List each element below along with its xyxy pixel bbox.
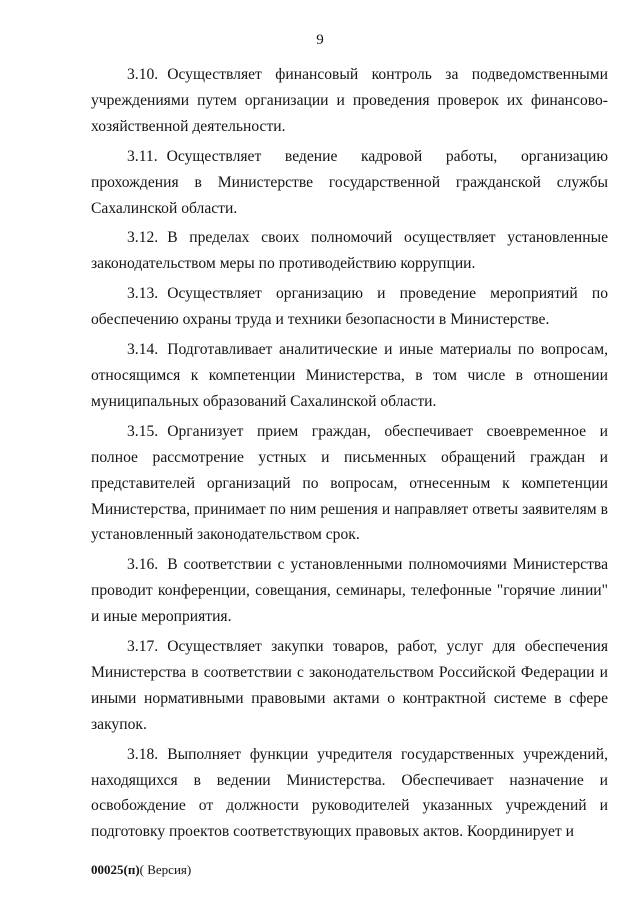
paragraph-text: Осуществляет ведение кадровой работы, организацию прохождения в Министерстве государственной гражданской службы Сахалинской области. <box>91 147 608 217</box>
document-code: 00025(п) <box>91 862 140 877</box>
paragraph-3-18 <box>91 742 608 846</box>
paragraph-number: 3.12. <box>127 229 159 247</box>
paragraph-3-17 <box>91 634 608 738</box>
paragraph-number: 3.18. <box>127 745 159 763</box>
document-body <box>91 62 608 849</box>
paragraph-number: 3.17. <box>127 638 159 656</box>
paragraph-number: 3.11. <box>127 147 158 165</box>
paragraph-text: В пределах своих полномочий осуществляет установленные законодательством меры по противодействию коррупции. <box>91 229 608 273</box>
paragraph-number: 3.14. <box>127 341 159 359</box>
paragraph-3-10 <box>91 62 608 140</box>
paragraph-number: 3.15. <box>127 422 159 440</box>
paragraph-number: 3.10. <box>127 66 159 83</box>
paragraph-3-12 <box>91 225 608 277</box>
paragraph-3-16 <box>91 552 608 630</box>
paragraph-number: 3.16. <box>127 556 159 574</box>
paragraph-text: Осуществляет финансовый контроль за подведомственными учреждениями путем организации и проведения проверок их финансово-хозяйственной деятельности. <box>91 66 608 135</box>
paragraph-number: 3.13. <box>127 285 159 303</box>
document-version: ( Версия) <box>139 862 192 877</box>
paragraph-text: В соответствии с установленными полномочиями Министерства проводит конференции, совещания, семинары, телефонные "горячие линии" и иные мероприятия. <box>91 556 608 626</box>
paragraph-text: Организует прием граждан, обеспечивает своевременное и полное рассмотрение устных и письменных обращений граждан и представителей организаций по вопросам, отнесенным к компетенции Министерства, принимает по ним решения и направляет ответы заявителям в установленный законодательством срок. <box>91 422 608 544</box>
paragraph-text: Осуществляет закупки товаров, работ, услуг для обеспечения Министерства в соответствии с законодательством Российской Федерации и иными нормативными правовыми актами о контрактной системе в сфере закупок. <box>91 638 608 733</box>
paragraph-text: Осуществляет организацию и проведение мероприятий по обеспечению охраны труда и техники безопасности в Министерстве. <box>91 285 608 329</box>
page-number: 9 <box>316 32 324 48</box>
paragraph-3-14 <box>91 337 608 415</box>
document-footer <box>91 862 191 878</box>
paragraph-text: Подготавливает аналитические и иные материалы по вопросам, относящимся к компетенции Министерства, в том числе в отношении муниципальных образований Сахалинской области. <box>91 341 608 410</box>
paragraph-3-15 <box>91 419 608 549</box>
paragraph-text: Выполняет функции учредителя государственных учреждений, находящихся в ведении Министерства. Обеспечивает назначение и освобождение от должности руководителей указанных учреждений и подготовку проектов соответствующих правовых актов. Координирует и <box>91 745 608 841</box>
paragraph-3-11 <box>91 144 608 222</box>
paragraph-3-13 <box>91 281 608 333</box>
